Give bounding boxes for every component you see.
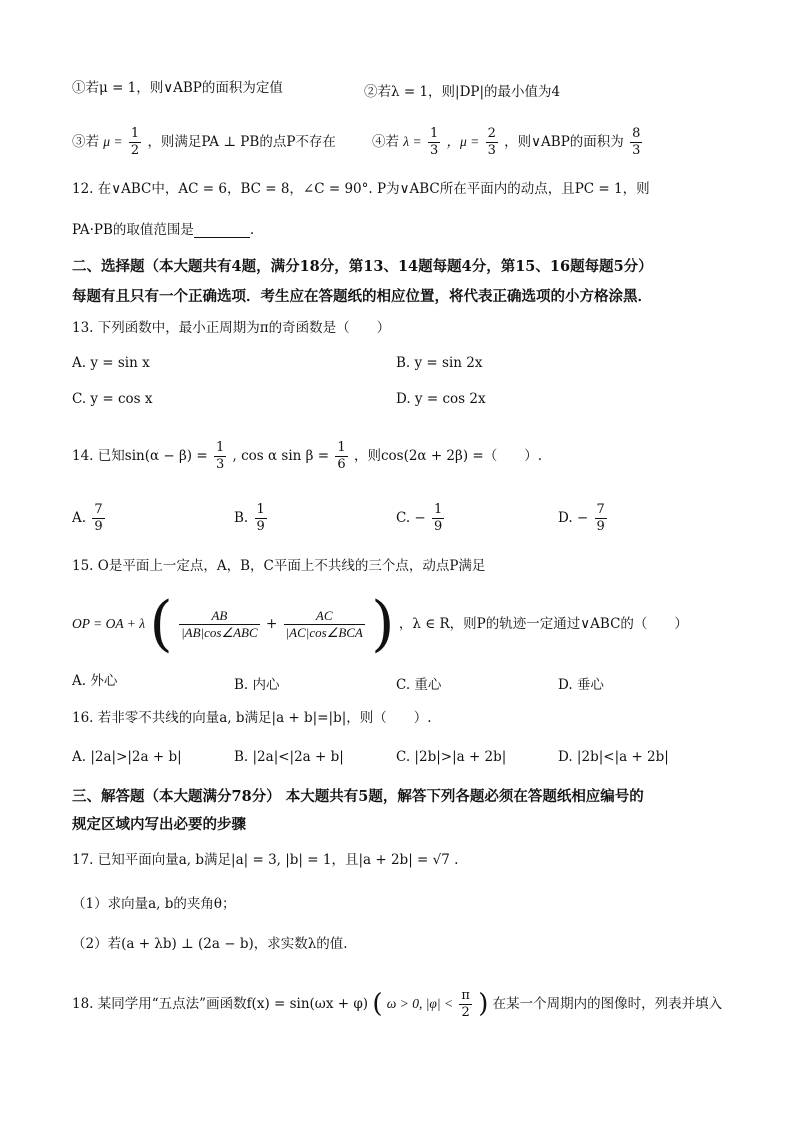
q11-option-4-suffix: ，则∨ABP的面积为	[504, 134, 624, 150]
q16-option-b: B. |2a|<|2a + b|	[234, 749, 344, 765]
q15-option-a: A. 外心	[72, 673, 118, 689]
fraction-denominator: 3	[215, 457, 225, 472]
q16-option-a: A. |2a|>|2a + b|	[72, 749, 182, 765]
q14-option-b-fraction	[255, 502, 267, 535]
q11-option-4-fraction-1	[428, 126, 440, 159]
q17-part-2: （2）若(a + λb) ⊥ (2a − b)，求实数λ的值.	[72, 936, 348, 952]
q14-option-a	[72, 502, 107, 535]
fraction-denominator: 9	[596, 519, 605, 534]
right-paren: )	[478, 988, 489, 1019]
q12-line-2: PA·PB的取值范围是 .	[72, 222, 255, 238]
q11-option-4-fraction-2	[486, 126, 498, 159]
q14-fraction-1	[214, 440, 226, 473]
q14-option-c-fraction	[432, 502, 444, 535]
plus-sign: +	[265, 615, 278, 632]
q14-stem-middle: , cos α sin β =	[232, 448, 330, 464]
q14-stem	[72, 440, 542, 473]
q16-option-c: C. |2b|>|a + 2b|	[396, 749, 507, 765]
q11-option-2-text: ②若λ = 1，则|DP|的最小值为4	[364, 84, 561, 100]
q14-option-c	[396, 502, 446, 535]
q17-part-1: （1）求向量a, b的夹角θ；	[72, 896, 236, 912]
q15-stem: 15. O是平面上一定点，A，B，C平面上不共线的三个点，动点P满足	[72, 558, 486, 574]
q11-option-3-fraction	[129, 126, 141, 159]
q11-option-3	[72, 126, 336, 159]
q11-option-2	[364, 80, 560, 100]
fraction-denominator: 6	[337, 457, 346, 472]
q11-option-4-lambda: λ =	[403, 134, 422, 149]
q13-option-b: B. y = sin 2x	[396, 355, 483, 371]
q18-stem-prefix: 18. 某同学用“五点法”画函数f(x) = sin(ωx + φ)	[72, 996, 369, 1012]
q18-stem-suffix: 在某一个周期内的图像时，列表并填入	[492, 996, 723, 1012]
option-label: C. −	[396, 510, 426, 526]
fraction-numerator: π	[461, 988, 470, 1003]
q15-option-c: C. 重心	[396, 677, 442, 693]
fraction-numerator: AB	[179, 608, 260, 625]
q11-option-1-text: ①若μ = 1，则∨ABP的面积为定值	[72, 80, 283, 96]
fraction-denominator: 9	[434, 519, 443, 534]
option-label: D. −	[558, 510, 589, 526]
answer-blank	[194, 223, 250, 238]
q11-option-3-mu: μ =	[103, 134, 123, 149]
section-3-title-2: 规定区域内写出必要的步骤	[72, 816, 246, 833]
q16-stem: 16. 若非零不共线的向量a, b满足|a + b|=|b|，则（ ）.	[72, 710, 432, 726]
fraction-numerator: 7	[94, 502, 103, 517]
fraction-numerator: AC	[284, 608, 365, 625]
fraction-numerator: 1	[130, 126, 140, 141]
section-3-title: 三、解答题（本大题满分78分） 本大题共有5题，解答下列各题必须在答题纸相应编号的	[72, 788, 644, 805]
q11-option-4-prefix: ④若	[372, 134, 399, 150]
q14-fraction-2	[335, 440, 347, 473]
fraction-denominator: |AB|cos∠ABC	[181, 624, 258, 640]
q15-formula	[72, 589, 688, 659]
q11-option-4	[372, 126, 644, 159]
q15-fraction-1	[179, 608, 260, 641]
q13-option-c: C. y = cos x	[72, 391, 153, 407]
option-label: B.	[234, 510, 249, 526]
q18-fraction	[459, 988, 472, 1021]
q12-line-1: 12. 在∨ABC中，AC = 6，BC = 8，∠C = 90°. P为∨ABC所在平面内的动点，且PC = 1，则	[72, 181, 650, 197]
fraction-denominator: 9	[94, 519, 103, 534]
right-paren: )	[371, 589, 395, 659]
q11-option-3-suffix: ，则满足PA ⊥ PB的点P不存在	[147, 134, 336, 150]
q15-formula-suffix: ，λ ∈ R，则P的轨迹一定通过∨ABC的（ ）	[398, 615, 688, 632]
q16-option-d: D. |2b|<|a + 2b|	[558, 749, 669, 765]
fraction-denominator: 3	[487, 143, 496, 158]
q13-option-d: D. y = cos 2x	[396, 391, 486, 407]
q15-formula-lhs: OP = OA + λ	[72, 615, 146, 631]
fraction-numerator: 2	[487, 126, 496, 141]
fraction-numerator: 1	[434, 502, 443, 517]
section-2-title: 二、选择题（本大题共有4题，满分18分，第13、14题每题4分，第15、16题每题5分）	[72, 258, 653, 275]
q13-option-a: A. y = sin x	[72, 355, 150, 371]
fraction-denominator: 3	[429, 143, 439, 158]
fraction-numerator: 1	[256, 502, 265, 517]
q17-stem: 17. 已知平面向量a, b满足|a| = 3, |b| = 1，且|a + 2b| = √7 .	[72, 852, 459, 868]
fraction-denominator: 2	[461, 1005, 470, 1020]
fraction-numerator: 7	[596, 502, 605, 517]
q18-condition: ω > 0, |φ| <	[386, 996, 454, 1011]
fraction-denominator: 9	[256, 519, 265, 534]
q12-line-2-text: PA·PB的取值范围是	[72, 222, 194, 238]
fraction-denominator: 2	[130, 143, 140, 158]
q11-option-3-prefix: ③若	[72, 134, 99, 150]
section-2-note: 每题有且只有一个正确选项．考生应在答题纸的相应位置，将代表正确选项的小方格涂黑．	[72, 288, 652, 305]
q14-stem-suffix: ，则cos(2α + 2β) =（ ）.	[353, 448, 542, 464]
q15-option-b: B. 内心	[234, 677, 280, 693]
q13-stem: 13. 下列函数中，最小正周期为π的奇函数是（ ）	[72, 320, 391, 336]
q14-stem-prefix: 14. 已知sin(α − β) =	[72, 448, 208, 464]
q15-option-d: D. 垂心	[558, 677, 604, 693]
fraction-numerator: 1	[429, 126, 439, 141]
q11-option-1	[72, 80, 283, 96]
fraction-denominator: 3	[632, 143, 641, 158]
fraction-numerator: 8	[632, 126, 641, 141]
q18-stem	[72, 988, 722, 1021]
q15-fraction-2	[284, 608, 365, 641]
fraction-numerator: 1	[337, 440, 346, 455]
left-paren: (	[372, 988, 383, 1019]
q11-option-4-fraction-3	[630, 126, 642, 159]
q14-option-d	[558, 502, 609, 535]
q14-option-d-fraction	[595, 502, 607, 535]
fraction-numerator: 1	[215, 440, 225, 455]
option-label: A.	[72, 510, 87, 526]
left-paren: (	[149, 589, 173, 659]
fraction-denominator: |AC|cos∠BCA	[285, 624, 363, 640]
q14-option-a-fraction	[92, 502, 104, 535]
q11-option-4-mu: ，μ =	[446, 134, 480, 149]
q14-option-b	[234, 502, 269, 535]
